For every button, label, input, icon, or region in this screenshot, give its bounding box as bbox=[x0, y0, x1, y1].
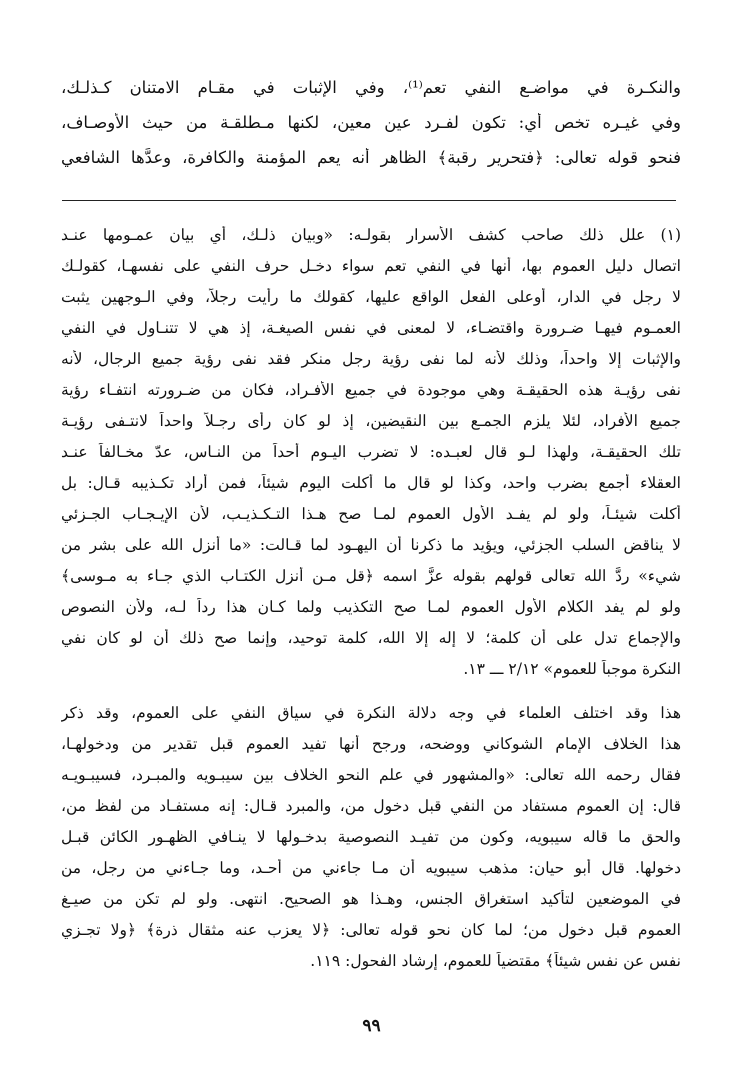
footnote-line: العمـوم فيهـا ضـرورة واقتضـاء، لا لمعنى في نفس الصيغـة، إذ هي لا تتنـاول في النفي bbox=[61, 319, 681, 337]
commentary-line: هذا الخلاف الإمام الشوكاني ووضحه، ورجح أنها تفيد العموم قبل تقدير من ودخولهـا، bbox=[61, 735, 681, 753]
footnote-line: شيء» ردَّ الله تعالى قولهم بقوله عزَّ اسمه ﴿قل مـن أنزل الكتـاب الذي جـاء به مـوسى﴾ bbox=[61, 567, 681, 585]
footnote-line: النكرة موجباً للعموم» ٢/١٢ ـــ ١٣. bbox=[463, 660, 681, 678]
main-text-line: والنكـرة في مواضـع النفي تعم⁽¹⁾، وفي الإثبات في مقـام الامتنان كـذلـك، bbox=[61, 78, 681, 97]
page-number: ٩٩ bbox=[362, 1016, 381, 1036]
footnote-line: لا رجل في الدار، أوعلى الفعل الواقع عليها، كقولك ما رأيت رجلاً، وفي الـوجهين يثبت bbox=[61, 288, 681, 306]
main-text-line: وفي غيـره تخص أي: تكون لفـرد عين معين، لكنها مـطلقـة من حيث الأوصـاف، bbox=[61, 113, 681, 132]
main-text-line: فنحو قوله تعالى: ﴿فتحرير رقبة﴾ الظاهر أنه يعم المؤمنة والكافرة، وعدَّها الشافعي bbox=[61, 148, 681, 167]
footnote-line: العقلاء أجمع بضرب واحد، وكذا لو قال ما أكلت اليوم شيئاً، فمن أراد تكـذيبه قـال: بل bbox=[61, 474, 681, 492]
commentary-line: قال: إن العموم مستفاد من النفي قبل دخول من، والمبرد قـال: إنه مستفـاد من لفظ من، bbox=[61, 797, 681, 815]
footnote-line: والإثبات إلا واحداً، وذلك لأنه لما نفى رؤية رجل منكر فقد نفى رؤية جميع الرجال، لأنه bbox=[61, 350, 681, 368]
commentary-line: والحق ما قاله سيبويه، وكون من تفيـد النصوصية بدخـولها لا ينـافي الظهـور الكائن قبـل bbox=[61, 828, 681, 846]
footnote-separator bbox=[62, 200, 676, 201]
commentary-line: نفس عن نفس شيئاً﴾ مقتضياً للعموم، إرشاد الفحول: ١١٩. bbox=[310, 952, 681, 970]
footnote-line: جميع الأفراد، لئلا يلزم الجمـع بين النقيضين، إذ لو كان رأى رجـلاً واحداً لانتـفى رؤيـة bbox=[61, 412, 681, 430]
footnote-line: تلك الحقيقـة، ولهذا لـو قال لعبـده: لا تضرب اليـوم أحداً من النـاس، عدّ مخـالفاً عنـد bbox=[61, 443, 681, 461]
footnote-line: والإجماع تدل على أن كلمة؛ لا إله إلا الله، كلمة توحيد، وإنما صح ذلك أن لو كان نفي bbox=[61, 629, 681, 647]
footnote-line: (١) علل ذلك صاحب كشف الأسرار بقولـه: «وبيان ذلـك، أي بيان عمـومها عنـد bbox=[61, 226, 681, 244]
footnote-line: ولو لم يفد الكلام الأول العموم لمـا صح التكذيب ولما كـان هذا رداً لـه، ولأن النصوص bbox=[61, 598, 681, 616]
commentary-line: العموم قبل دخول من؛ لما كان نحو قوله تعالى: ﴿لا يعزب عنه مثقال ذرة﴾ ﴿ولا تجـزي bbox=[61, 921, 681, 939]
footnote-line: اتصال دليل العموم بها، أنها في النفي تعم سواء دخـل حرف النفي على نفسهـا، كقولـك bbox=[61, 257, 681, 275]
footnote-line: نفى رؤيـة هذه الحقيقـة وهي موجودة في جميع الأفـراد، فكان من ضـرورته انتفـاء رؤية bbox=[61, 381, 681, 399]
footnote-line: لا يناقض السلب الجزئي، ويؤيد ما ذكرنا أن اليهـود لما قـالت: «ما أنزل الله على بشر من bbox=[61, 536, 681, 554]
commentary-line: هذا وقد اختلف العلماء في وجه دلالة النكرة في سياق النفي على العموم، وقد ذكر bbox=[61, 704, 681, 722]
commentary-line: دخولها. قال أبو حيان: مذهب سيبويه أن مـا جاءني من أحـد، وما جـاءني من رجل، من bbox=[61, 859, 681, 877]
footnote-line: أكلت شيئـاً، ولو لم يفـد الأول العموم لمـا صح هـذا التـكـذيـب، لأن الإيـجـاب الجـزئي bbox=[61, 505, 681, 523]
commentary-line: فقال رحمه الله تعالى: «والمشهور في علم النحو الخلاف بين سيبـويه والمبـرد، فسيبـويـه bbox=[61, 766, 681, 784]
commentary-line: في الموضعين لتأكيد استغراق الجنس، وهـذا هو الصحيح. انتهى. ولو لم تكن من صيـغ bbox=[61, 890, 681, 908]
